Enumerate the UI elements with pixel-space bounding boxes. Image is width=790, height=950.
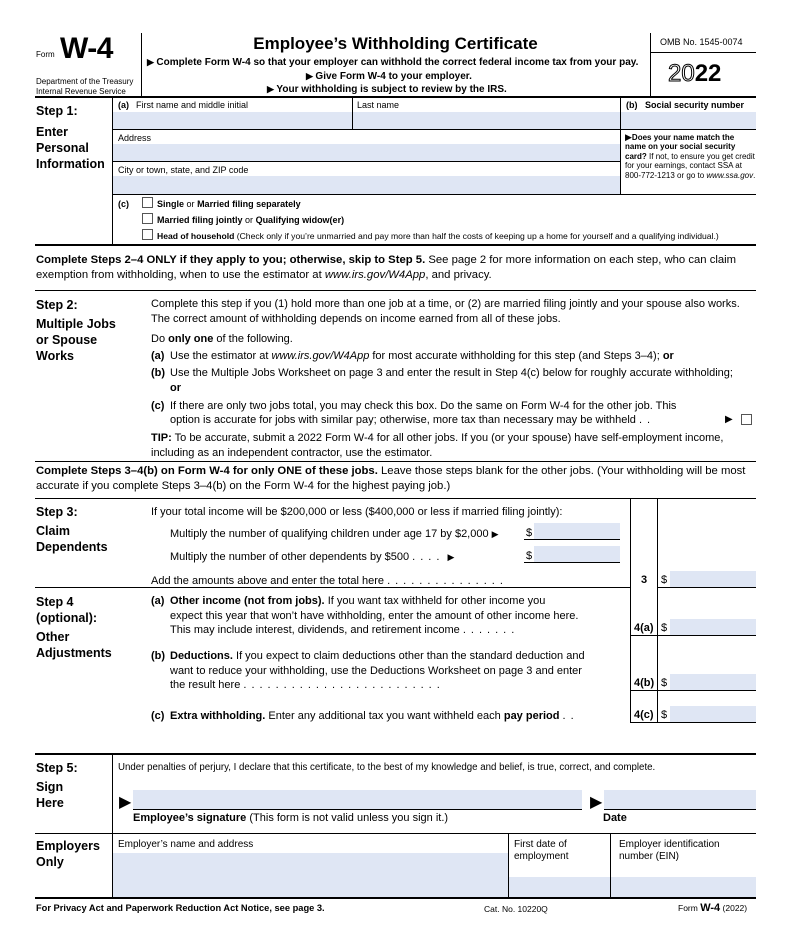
line-4b-field[interactable] [670,674,756,690]
line-4c-dollar: $ [661,709,668,721]
married-jointly-label: Married filing jointly or Qualifying widow(er) [157,215,345,225]
last-name-field[interactable] [353,112,620,129]
line-4a-number: 4(a) [634,622,654,634]
step4-a-text: Other income (not from jobs). If you want tax withheld for other income you expect this year that won’t have withholding, enter the amount of other income here. This may include interest, dividends, and retirement income ....... [170,595,579,636]
ssn-field[interactable] [621,112,756,129]
step2-a-label: (a) [151,350,165,362]
step1-title: Step 1: Enter Personal Information [36,104,105,171]
signature-arrow-icon: ▶ [119,794,132,811]
last-name-label: Last name [357,100,400,110]
employer-name-label: Employer’s name and address [118,839,254,850]
step2-title: Step 2: Multiple Jobs or Spouse Works [36,298,116,363]
instruction-1: ▶ Complete Form W-4 so that your employer can withhold the correct federal income tax from your pay. [147,57,639,68]
step4-a-label: (a) [151,595,165,607]
children-dollar: $ [526,527,533,539]
line-4c-number: 4(c) [634,709,654,721]
line-3-dollar: $ [661,574,668,586]
step2-c-text1: If there are only two jobs total, you may check this box. Do the same on Form W-4 for the other job. This [170,400,677,412]
ssn-label: Social security number [645,100,745,110]
single-label: Single or Married filing separately [157,199,301,209]
employer-name-field[interactable] [113,853,508,897]
date-arrow-icon: ▶ [590,794,603,811]
line-4b-dollar: $ [661,677,668,689]
line-4b-number: 4(b) [634,677,655,689]
line-4a-field[interactable] [670,619,756,635]
address-field[interactable] [113,144,620,161]
married-jointly-checkbox[interactable] [142,213,153,224]
step3-intro: If your total income will be $200,000 or less ($400,000 or less if married filing jointly): [151,506,563,518]
step2-b-label: (b) [151,367,166,379]
first-date-field[interactable] [509,877,610,897]
date-field[interactable] [604,790,756,809]
city-field[interactable] [113,176,620,194]
step4-c-label: (c) [151,710,165,722]
signature-field[interactable] [133,790,582,809]
two-jobs-checkbox[interactable] [741,414,752,425]
employers-only-title: Employers Only [36,839,100,869]
line-3-field[interactable] [670,571,756,587]
ssn-note: ▶Does your name match the name on your social security card? If not, to ensure you get credit for your earnings, contact SSA at 800-772-1213 or go to www.ssa.gov. [625,132,756,180]
dept-treasury: Department of the Treasury [36,77,134,86]
line-4a-dollar: $ [661,622,668,634]
address-label: Address [118,133,152,143]
privacy-notice: For Privacy Act and Paperwork Reduction Act Notice, see page 3. [36,903,325,913]
form-prefix: Form [36,50,55,59]
label-a: (a) [118,100,129,110]
step2-do-only-one: Do only one of the following. [151,333,293,345]
ein-label: Employer identification number (EIN) [619,839,720,862]
page-title: Employee’s Withholding Certificate [253,34,538,53]
step2-c-label: (c) [151,400,165,412]
label-c: (c) [118,199,129,209]
label-b: (b) [626,100,638,110]
step3-other-line: Multiply the number of other dependents by $500 .... ▶ [170,551,455,563]
step2-a-text: Use the estimator at www.irs.gov/W4App for most accurate withholding for this step (and Steps 3–4); or [170,350,674,362]
step4-b-text: Deductions. If you expect to claim deductions other than the standard deduction and want to reduce your withholding, use the Deductions Worksheet on page 3 and enter the result here ......................... [170,650,585,691]
line-4c-field[interactable] [670,706,756,722]
step2-c-text2: option is accurate for jobs with similar pay; otherwise, more tax than necessary may be withheld .. [170,414,656,426]
single-checkbox[interactable] [142,197,153,208]
head-of-household-label: Head of household (Check only if you’re unmarried and pay more than half the costs of keeping up a home for yourself and a qualifying individual.) [157,231,719,241]
line-3-number: 3 [641,574,648,586]
city-label: City or town, state, and ZIP code [118,165,249,175]
first-name-label: First name and middle initial [136,100,249,110]
step3-total-line: Add the amounts above and enter the total here ............... [151,575,508,587]
catalog-number: Cat. No. 10220Q [484,904,548,914]
other-dep-dollar: $ [526,550,533,562]
arrow-icon: ▶ [725,414,733,425]
step2-tip: TIP: To be accurate, submit a 2022 Form W-4 for all other jobs. If you (or your spouse) have self-employment income, including as an independent contractor, use the estimator. [151,432,724,459]
complete-steps-note: Complete Steps 2–4 ONLY if they apply to you; otherwise, skip to Step 5. See page 2 for more information on each step, who can claim exemption from withholding, when to use the estimator at www.irs.gov/W4App, and privacy. [36,254,737,281]
omb-number: OMB No. 1545-0074 [660,37,743,47]
dept-irs: Internal Revenue Service [36,87,126,96]
instruction-3: ▶ Your withholding is subject to review by the IRS. [267,84,507,95]
step2-intro: Complete this step if you (1) hold more than one job at a time, or (2) are married filing jointly and your spouse also works. The correct amount of withholding depends on income earned from all of these jobs. [151,298,740,325]
step2-b-text: Use the Multiple Jobs Worksheet on page 3 and enter the result in Step 4(c) below for roughly accurate withholding; or [170,367,733,394]
signature-label: Employee’s signature (This form is not valid unless you sign it.) [133,812,449,824]
first-name-field[interactable] [113,112,352,129]
other-dependents-field[interactable] [534,546,620,562]
footer-form-id: Form W-4 (2022) [678,902,748,914]
step3-title: Step 3: Claim Dependents [36,505,108,554]
perjury-statement: Under penalties of perjury, I declare that this certificate, to the best of my knowledge and belief, is true, correct, and complete. [118,762,656,773]
step4-title: Step 4 (optional): Other Adjustments [36,595,112,660]
instruction-2: ▶ Give Form W-4 to your employer. [306,71,472,82]
tax-year: 2022 [668,60,722,87]
first-date-label: First date of employment [514,839,569,862]
head-of-household-checkbox[interactable] [142,229,153,240]
complete-steps-note-2: Complete Steps 3–4(b) on Form W-4 for only ONE of these jobs. Leave those steps blank for the other jobs. (Your withholding will be most accurate if you complete Steps 3–4(b) on the Form W-4 for the highest paying job.) [36,465,746,492]
children-amount-field[interactable] [534,523,620,539]
step5-title: Step 5: Sign Here [36,761,78,810]
date-label: Date [603,812,627,824]
step3-children-line: Multiply the number of qualifying children under age 17 by $2,000 ▶ [170,528,499,540]
step4-b-label: (b) [151,650,166,662]
step4-c-text: Extra withholding. Enter any additional tax you want withheld each pay period .. [170,710,579,722]
ein-field[interactable] [611,877,756,897]
form-number: W-4 [60,32,113,65]
